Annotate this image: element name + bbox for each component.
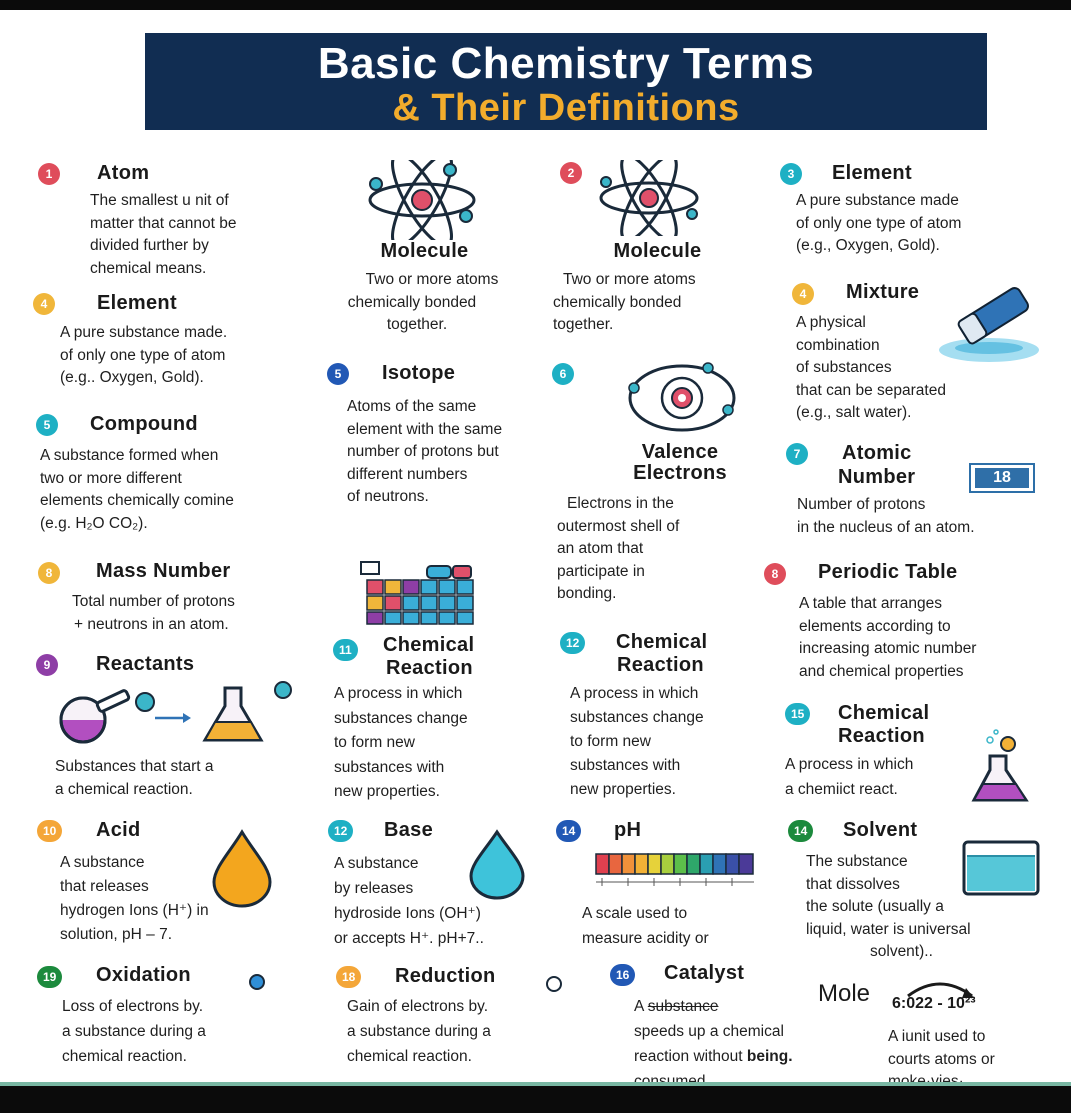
mole-value: 6:022 - 10²³ bbox=[892, 995, 976, 1012]
reduction-definition: Gain of electrons by. a substance during a chemical reaction. bbox=[347, 998, 491, 1065]
mixture-number-badge: 4 bbox=[792, 283, 814, 305]
atomic-number-title-line2: Number bbox=[838, 466, 916, 488]
molecule-a-definition: Two or more atoms chemically bonded together. bbox=[347, 271, 499, 333]
electron-shell-icon bbox=[624, 360, 740, 436]
electron-dot-icon bbox=[247, 972, 267, 992]
ph-definition: A scale used to measure acidity or bbox=[582, 905, 709, 947]
mole-definition: A iunit used to courts atoms or bbox=[888, 1028, 995, 1068]
reaction-11-number-badge: 11 bbox=[333, 639, 358, 661]
mass-number-title: Mass Number bbox=[96, 560, 231, 582]
atom-definition: The smallest u nit of matter that cannot be divided further by chemical means. bbox=[90, 192, 237, 277]
isotope-definition: Atoms of the same element with the same number of protons but different numbers of neutrons. bbox=[347, 398, 503, 505]
water-beaker-icon bbox=[960, 838, 1044, 898]
atom-model-icon bbox=[594, 160, 704, 236]
element-b-title: Element bbox=[97, 292, 177, 314]
element-a-definition: A pure substance made of only one type of atom (e.g., Oxygen, Gold). bbox=[796, 192, 962, 254]
compound-definition: A substance formed when two or more different elements chemically comine (e.g. H₂O CO₂). bbox=[40, 447, 234, 532]
reaction-11-title-line1: Chemical bbox=[383, 634, 475, 656]
base-title: Base bbox=[384, 819, 434, 841]
solvent-definition: The substance that dissolves the solute (usually a liquid, water is universal solvent).. bbox=[806, 853, 971, 960]
oxidation-title: Oxidation bbox=[96, 964, 191, 986]
atom-title: Atom bbox=[97, 162, 150, 184]
mole-title: Mole bbox=[818, 980, 871, 1007]
acid-definition: A substance that releases hydrogen Ions (H⁺) in solution, pH – 7. bbox=[60, 854, 209, 943]
acid-title: Acid bbox=[96, 819, 141, 841]
reaction-12-title-line2: Reaction bbox=[617, 654, 704, 676]
bubbling-flask-icon bbox=[970, 728, 1032, 804]
valence-definition: Electrons in the outermost shell of an atom that participate in bonding. bbox=[557, 495, 680, 602]
reaction-12-definition: A process in which substances change to form new substances with new properties. bbox=[570, 685, 704, 798]
atom-number-badge: 1 bbox=[38, 163, 60, 185]
element-a-title: Element bbox=[832, 162, 912, 184]
reduction-title: Reduction bbox=[395, 965, 496, 987]
periodic-table-definition: A table that arranges elements according to increasing atomic number and chemical properties bbox=[799, 595, 977, 680]
acid-drop-icon bbox=[210, 828, 274, 908]
reaction-15-title-line1: Chemical bbox=[838, 702, 930, 724]
periodic-table-number-badge: 8 bbox=[764, 563, 786, 585]
top-border bbox=[0, 0, 1071, 10]
solvent-number-badge: 14 bbox=[788, 820, 813, 842]
valence-title-line1: Valence bbox=[641, 441, 719, 463]
mass-number-badge: 8 bbox=[38, 562, 60, 584]
reaction-15-number-badge: 15 bbox=[785, 703, 810, 725]
periodic-table-title: Periodic Table bbox=[818, 561, 958, 583]
base-definition: A substance by releases hydroside Ions (OH⁺) or accepts H⁺. pH+7.. bbox=[334, 855, 484, 947]
atomic-number-badge: 7 bbox=[786, 443, 808, 465]
catalyst-definition: A substance speeds up a chemical reaction without being. bbox=[634, 998, 793, 1065]
reaction-15-definition: A process in which a chemiict react. bbox=[785, 756, 914, 798]
reactants-number-badge: 9 bbox=[36, 654, 58, 676]
reactants-definition: Substances that start a a chemical reaction. bbox=[55, 758, 214, 798]
page-title: Basic Chemistry Terms bbox=[317, 39, 815, 88]
isotope-number-badge: 5 bbox=[327, 363, 349, 385]
ph-number-badge: 14 bbox=[556, 820, 581, 842]
molecule-b-definition: Two or more atoms chemically bonded together. bbox=[553, 271, 696, 333]
atomic-number-definition: Number of protons in the nucleus of an atom. bbox=[797, 496, 975, 536]
ph-title: pH bbox=[614, 819, 642, 841]
valence-title-line2: Electrons bbox=[633, 462, 727, 484]
oxidation-number-badge: 19 bbox=[37, 966, 62, 988]
header-banner bbox=[145, 33, 987, 130]
molecule-a-title: Molecule bbox=[380, 240, 469, 262]
element-b-definition: A pure substance made. of only one type of atom (e.g.. Oxygen, Gold). bbox=[60, 324, 228, 386]
bottom-border bbox=[0, 1086, 1071, 1113]
reactants-title: Reactants bbox=[96, 653, 195, 675]
atom-model-icon bbox=[362, 160, 482, 240]
electron-dot-icon bbox=[544, 974, 564, 994]
molecule-b-title: Molecule bbox=[613, 240, 702, 262]
oxidation-definition: Loss of electrons by. a substance during a chemical reaction. bbox=[62, 998, 206, 1065]
molecule-b-number-badge: 2 bbox=[560, 162, 582, 184]
solvent-title: Solvent bbox=[843, 819, 918, 841]
atomic-number-title-line1: Atomic bbox=[842, 442, 912, 464]
reaction-flasks-icon bbox=[55, 678, 300, 748]
reaction-11-definition: A process in which substances change to form new substances with new properties. bbox=[334, 685, 468, 800]
mixture-definition: A physical combination of substances that can be separated (e.g., salt water). bbox=[796, 314, 946, 421]
reduction-number-badge: 18 bbox=[336, 966, 361, 988]
atomic-number-example-box: 18 bbox=[969, 463, 1035, 493]
reaction-15-title-line2: Reaction bbox=[838, 725, 925, 747]
mass-number-definition: Total number of protons + neutrons in an atom. bbox=[72, 593, 235, 633]
salt-shaker-water-icon bbox=[934, 284, 1044, 368]
reaction-11-title-line2: Reaction bbox=[386, 657, 473, 679]
compound-title: Compound bbox=[90, 413, 198, 435]
element-a-number-badge: 3 bbox=[780, 163, 802, 185]
page-subtitle: & Their Definitions bbox=[392, 87, 740, 129]
mixture-title: Mixture bbox=[846, 281, 920, 303]
reaction-12-title-line1: Chemical bbox=[616, 631, 708, 653]
ph-scale-icon bbox=[594, 852, 759, 894]
reaction-12-number-badge: 12 bbox=[560, 632, 585, 654]
periodic-table-icon bbox=[357, 558, 487, 628]
catalyst-number-badge: 16 bbox=[610, 964, 635, 986]
element-b-number-badge: 4 bbox=[33, 293, 55, 315]
isotope-title: Isotope bbox=[382, 362, 456, 384]
base-number-badge: 12 bbox=[328, 820, 353, 842]
acid-number-badge: 10 bbox=[37, 820, 62, 842]
valence-number-badge: 6 bbox=[552, 363, 574, 385]
catalyst-title: Catalyst bbox=[664, 962, 745, 984]
compound-number-badge: 5 bbox=[36, 414, 58, 436]
